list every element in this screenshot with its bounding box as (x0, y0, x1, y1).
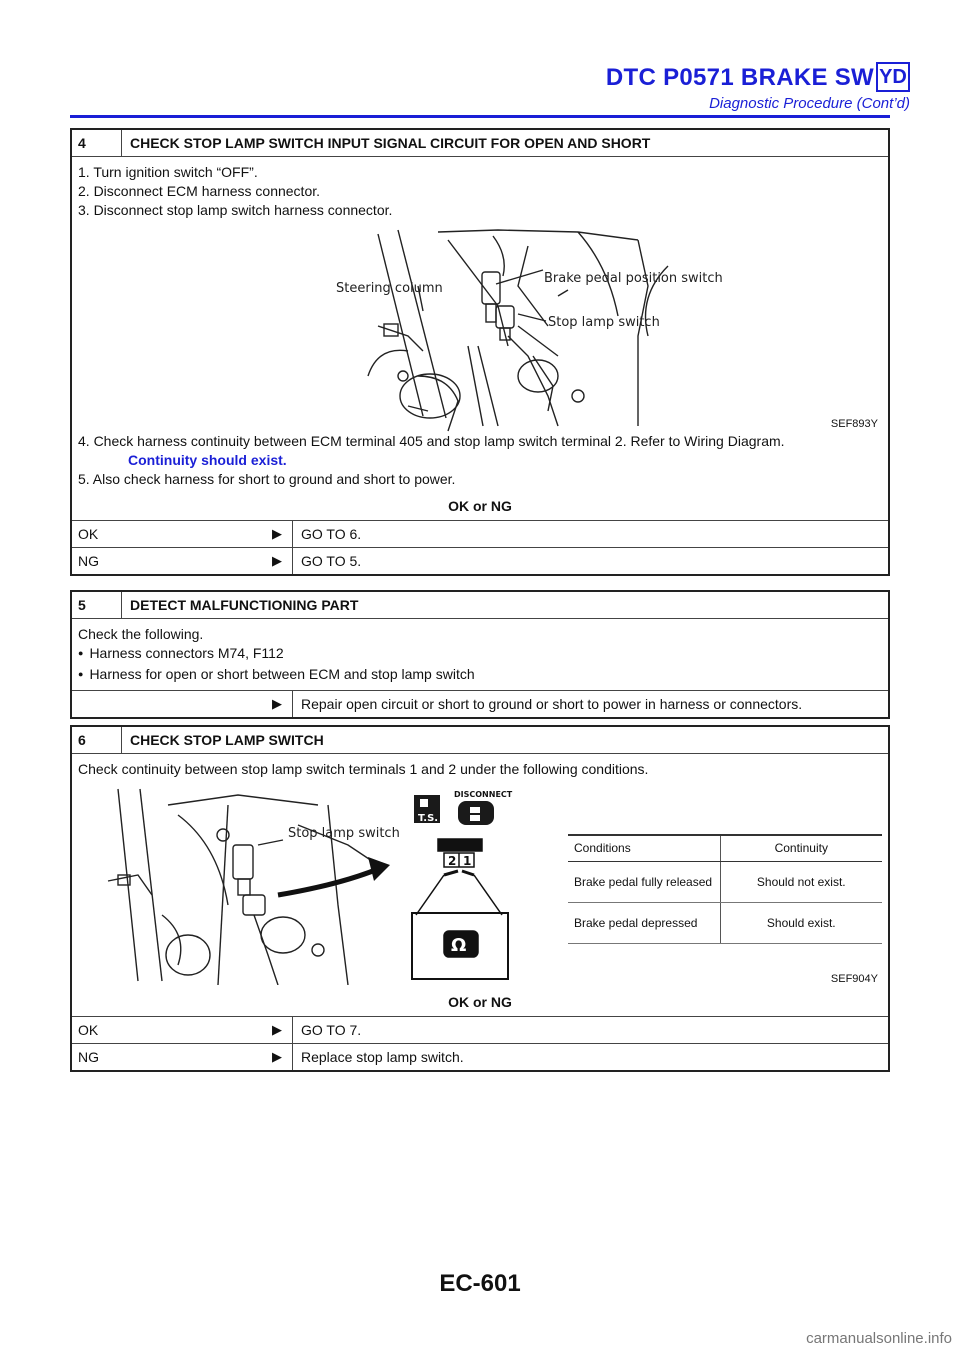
check-item: ● Harness for open or short between ECM and stop lamp switch (78, 665, 882, 686)
ts-icon (414, 795, 440, 824)
page-title: DTC P0571 BRAKE SW (605, 64, 874, 91)
ok-or-ng-label: OK or NG (448, 498, 512, 514)
label-stop-lamp-switch: Stop lamp switch (288, 826, 400, 841)
label-brake-pedal-switch: Brake pedal position switch (544, 271, 723, 286)
site-watermark[interactable]: carmanualsonline.info (806, 1330, 952, 1347)
continuity-note: Continuity should exist. (128, 452, 287, 468)
result-row-repair (72, 690, 888, 717)
arrow-right-icon: ▶ (272, 1049, 282, 1064)
table-cell: Should exist. (720, 903, 882, 944)
arrow-right-icon: ▶ (272, 526, 282, 541)
switch-location-figure (78, 226, 882, 432)
step-4-box (70, 128, 890, 576)
result-label: OK (78, 1022, 99, 1038)
instruction-line: Check the following. (78, 626, 204, 642)
figure-code: SEF904Y (830, 973, 878, 985)
step-5-body (72, 619, 888, 690)
result-action: Replace stop lamp switch. (292, 1044, 464, 1070)
table-cell: Brake pedal fully released (568, 862, 720, 903)
table-cell: Should not exist. (720, 862, 882, 903)
svg-text:DISCONNECT: DISCONNECT (454, 790, 513, 799)
result-label: NG (78, 1049, 99, 1065)
table-row (568, 903, 882, 944)
ohmmeter-circuit (412, 839, 508, 979)
step-title: CHECK STOP LAMP SWITCH (130, 732, 324, 748)
check-item: ● Harness connectors M74, F112 (78, 644, 882, 665)
step-number: 5 (72, 592, 122, 618)
step-6-box (70, 725, 890, 1072)
step-6-header (72, 727, 888, 754)
step-title: DETECT MALFUNCTIONING PART (130, 597, 359, 613)
page-number: EC-601 (439, 1270, 521, 1297)
table-header-row (568, 835, 882, 862)
arrow-right-icon: ▶ (272, 553, 282, 568)
terminal-1-label: 1 (463, 854, 472, 868)
instruction-line: 1. Turn ignition switch “OFF”. (78, 164, 258, 180)
conditions-table (568, 834, 882, 944)
result-row-ng (72, 547, 888, 574)
arrow-right-icon: ▶ (272, 1022, 282, 1037)
pointer-arrow (278, 869, 378, 895)
svg-text:T.S.: T.S. (418, 813, 439, 824)
step-5-box (70, 590, 890, 719)
step-4-body (72, 157, 888, 520)
page-subtitle: Diagnostic Procedure (Cont’d) (709, 95, 910, 112)
switch-continuity-figure (78, 785, 882, 985)
table-header: Conditions (568, 835, 720, 862)
instruction-line: 3. Disconnect stop lamp switch harness connector. (78, 202, 393, 218)
table-row (568, 862, 882, 903)
step-4-header (72, 130, 888, 157)
result-action: GO TO 6. (292, 521, 361, 547)
disconnect-icon (454, 790, 513, 825)
terminal-2-label: 2 (448, 854, 457, 868)
result-action: GO TO 5. (292, 548, 361, 574)
result-label: OK (78, 526, 99, 542)
engine-badge: YD (876, 62, 910, 92)
step-number: 4 (72, 130, 122, 156)
step-title: CHECK STOP LAMP SWITCH INPUT SIGNAL CIRCUIT FOR OPEN AND SHORT (130, 135, 651, 151)
result-row-ok (72, 520, 888, 547)
instruction-line: 5. Also check harness for short to ground and short to power. (78, 471, 456, 487)
arrow-right-icon: ▶ (272, 696, 282, 711)
figure-code: SEF893Y (830, 418, 878, 430)
label-steering-column: Steering column (336, 281, 443, 296)
step-5-header (72, 592, 888, 619)
instruction-line: 4. Check harness continuity between ECM terminal 405 and stop lamp switch terminal 2. Refer to Wiring Diagram. (78, 433, 785, 449)
step-number: 6 (72, 727, 122, 753)
arrow-head-icon (368, 857, 390, 881)
result-action: GO TO 7. (292, 1017, 361, 1043)
table-cell: Brake pedal depressed (568, 903, 720, 944)
header-rule (70, 115, 890, 118)
switch-location-illustration (78, 226, 884, 432)
step-6-body (72, 754, 888, 1016)
ok-or-ng-label: OK or NG (448, 994, 512, 1010)
result-action: Repair open circuit or short to ground or short to power in harness or connectors. (292, 691, 802, 717)
result-row-ok (72, 1016, 888, 1043)
result-row-ng (72, 1043, 888, 1070)
instruction-line: Check continuity between stop lamp switch terminals 1 and 2 under the following conditions. (78, 761, 649, 777)
page-header (0, 0, 960, 120)
ohm-icon: Ω (451, 935, 467, 956)
table-header: Continuity (720, 835, 882, 862)
result-label: NG (78, 553, 99, 569)
label-stop-lamp-switch: Stop lamp switch (548, 315, 660, 330)
instruction-line: 2. Disconnect ECM harness connector. (78, 183, 321, 199)
